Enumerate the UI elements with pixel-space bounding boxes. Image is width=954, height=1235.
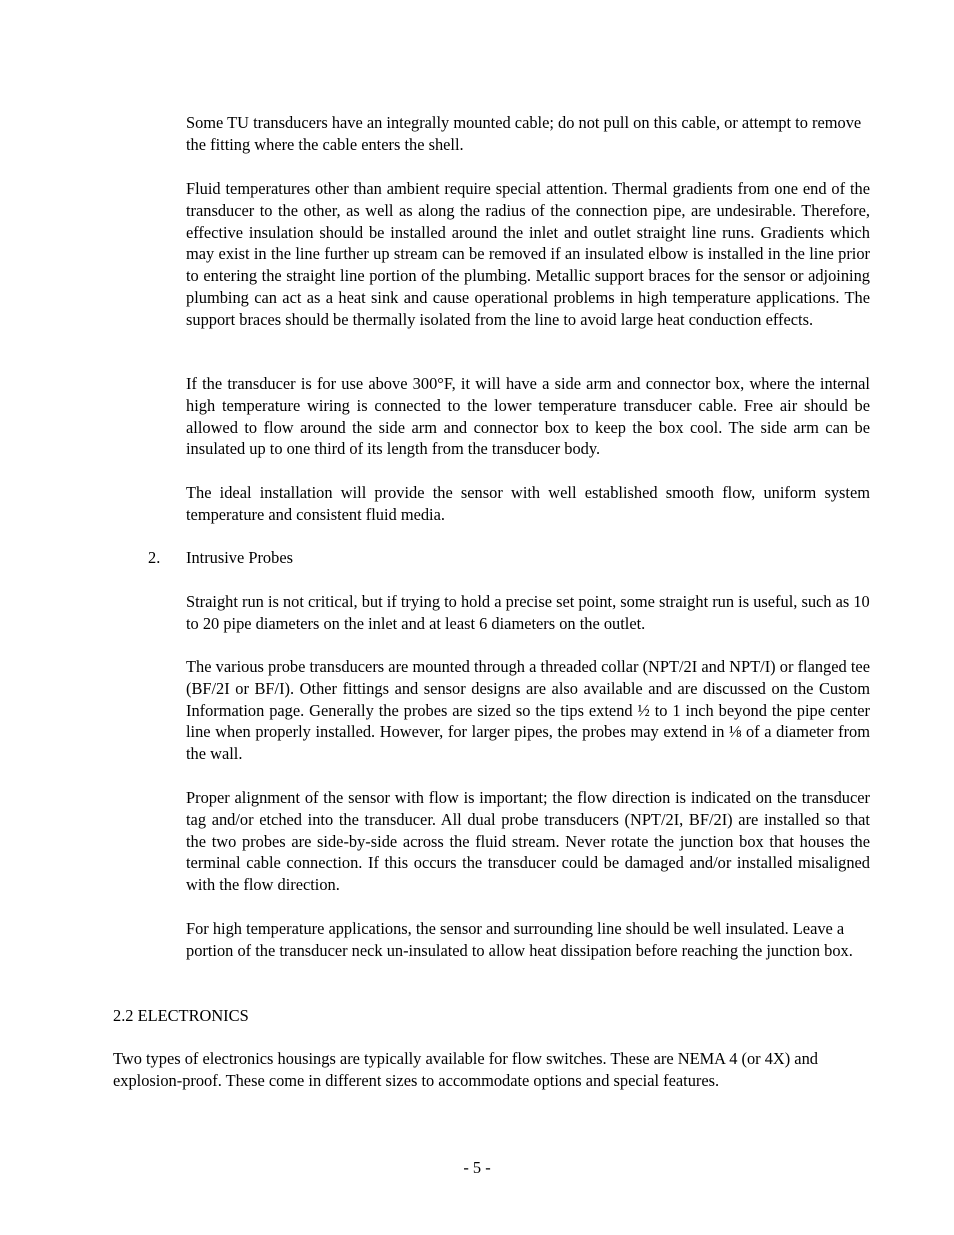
paragraph-sensor-alignment: Proper alignment of the sensor with flow is important; the flow direction is indicated on the transducer tag and/or etched into the transducer. All dual probe transducers (NPT/2I, BF/2I) are installed so that the two probes are side-by-side across the fluid stream. Never rotate the junction box that houses the terminal cable connection. If this occurs the transducer could be damaged and/or installed misaligned with the flow direction. bbox=[186, 788, 870, 895]
paragraph-cable-warning: Some TU transducers have an integrally mounted cable; do not pull on this cable, or attempt to remove the fitting where the cable enters the shell. bbox=[186, 113, 862, 154]
list-item-number: 2. bbox=[148, 548, 161, 567]
list-item-title: Intrusive Probes bbox=[186, 548, 293, 567]
paragraph-high-temperature-insulation: For high temperature applications, the sensor and surrounding line should be well insulated. Leave a portion of the transducer neck un-insulated to allow heat dissipation before reaching the junction box. bbox=[186, 919, 853, 960]
paragraph-probe-mounting: The various probe transducers are mounted through a threaded collar (NPT/2I and NPT/I) or flanged tee (BF/2I or BF/I). Other fittings and sensor designs are also available and are discussed on the Custom Information page. Generally the probes are sized so the tips extend ½ to 1 inch beyond the pipe center line when properly installed. However, for larger pipes, the probes may extend in ⅛ of a diameter from the wall. bbox=[186, 657, 870, 764]
paragraph-high-temperature-side-arm: If the transducer is for use above 300°F, it will have a side arm and connector box, where the internal high temperature wiring is connected to the lower temperature transducer cable. Free air should be allowed to flow around the side arm and connector box to keep the box cool. The side arm can be insulated up to one third of its length from the transducer body. bbox=[186, 374, 870, 459]
paragraph-straight-run: Straight run is not critical, but if trying to hold a precise set point, some straight run is useful, such as 10 to 20 pipe diameters on the inlet and at least 6 diameters on the outlet. bbox=[186, 592, 870, 633]
page-number: - 5 - bbox=[463, 1158, 491, 1177]
paragraph-electronics-housings: Two types of electronics housings are typically available for flow switches. These are NEMA 4 (or 4X) and explosion-proof. These come in different sizes to accommodate options and special features. bbox=[113, 1049, 818, 1090]
section-heading: 2.2 ELECTRONICS bbox=[113, 1006, 249, 1025]
paragraph-fluid-temperatures: Fluid temperatures other than ambient require special attention. Thermal gradients from one end of the transducer to the other, as well as along the radius of the connection pipe, are undesirable. Therefore, effective insulation should be installed around the inlet and outlet straight line runs. Gradients which may exist in the line further up stream can be removed if an insulated elbow is installed in the line prior to entering the straight line portion of the plumbing. Metallic support braces for the sensor or adjoining plumbing can act as a heat sink and cause operational problems in high temperature applications. The support braces should be thermally isolated from the line to avoid large heat conduction effects. bbox=[186, 179, 870, 329]
paragraph-ideal-installation: The ideal installation will provide the sensor with well established smooth flow, uniform system temperature and consistent fluid media. bbox=[186, 483, 870, 524]
